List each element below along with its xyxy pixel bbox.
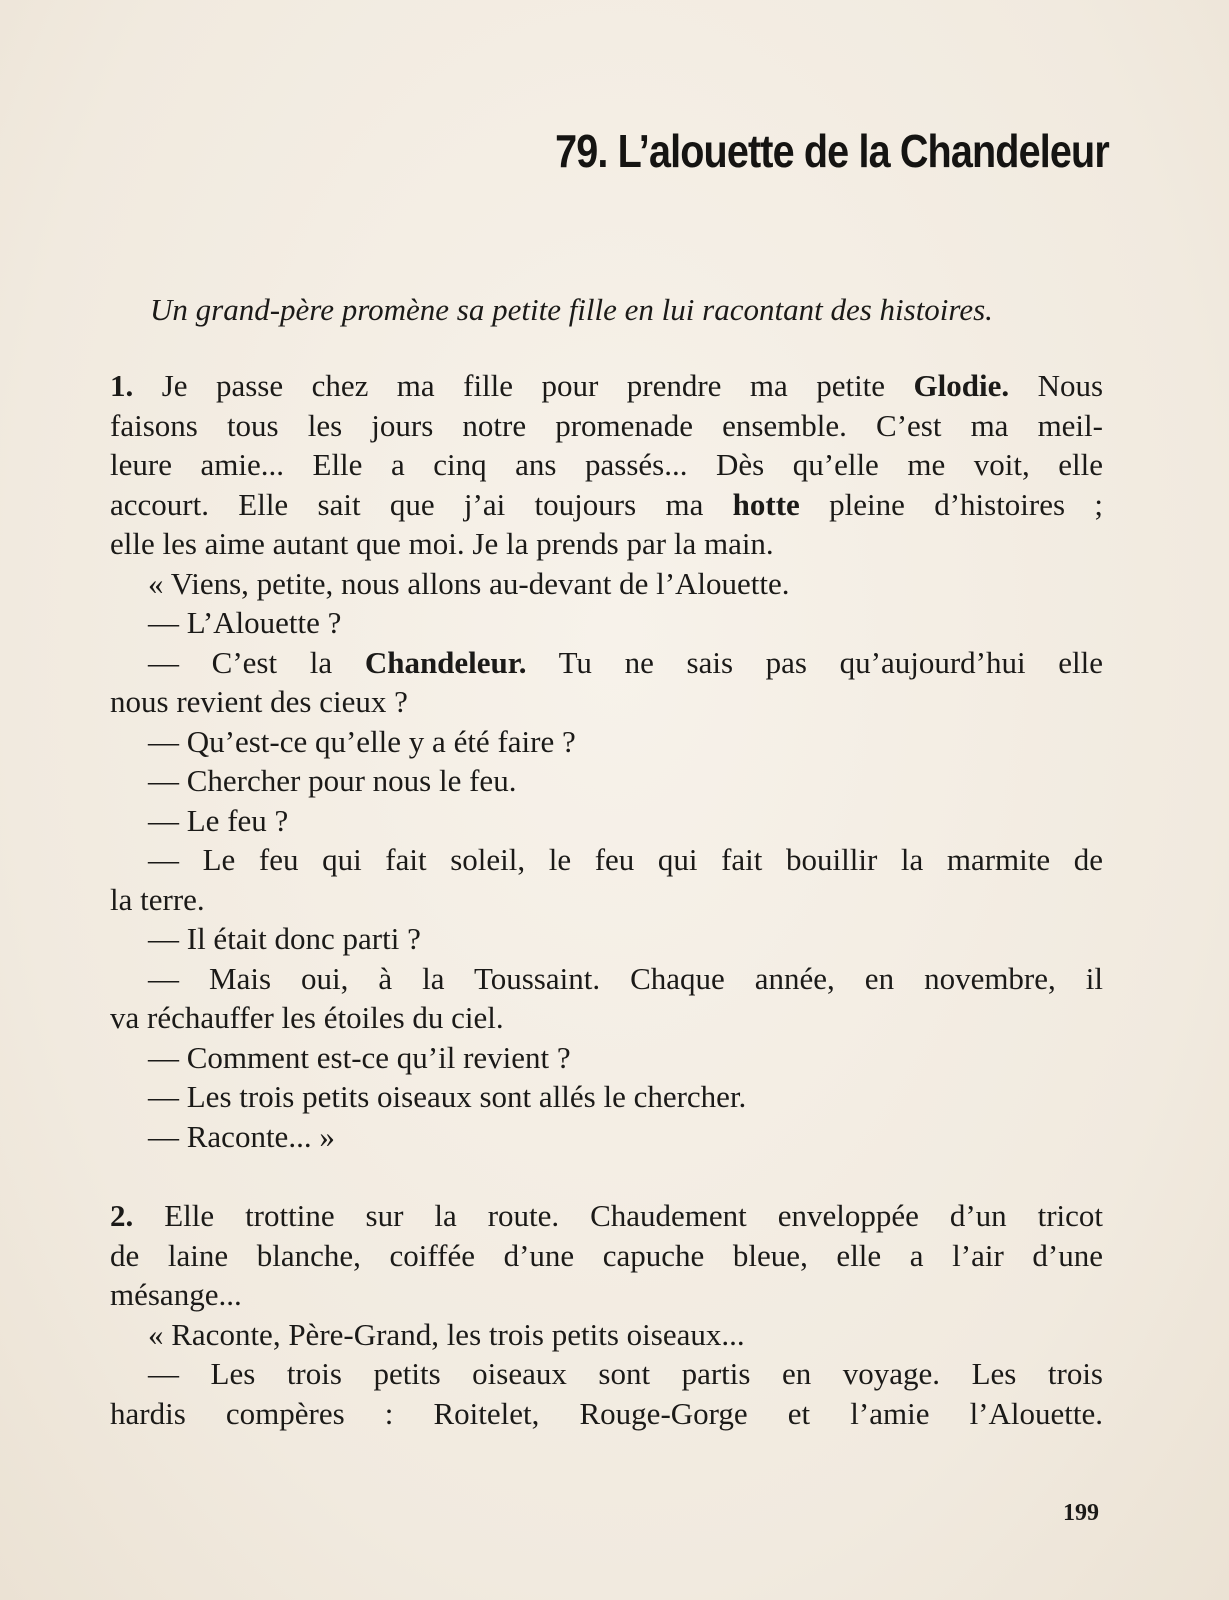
dialogue-line: — Qu’est-ce qu’elle y a été faire ? <box>148 723 576 759</box>
text-span: Je passe chez ma fille pour prendre ma petite <box>161 368 886 403</box>
dialogue-line: — L’Alouette ? <box>148 605 342 640</box>
bold-word: hotte <box>732 486 800 522</box>
dialogue-line: hardis compères : Roitelet, Rouge-Gorge et l’amie l’Alouette. <box>110 1395 1103 1431</box>
dialogue-line: — Le feu qui fait soleil, le feu qui fait bouillir la marmite de <box>148 842 1103 877</box>
dialogue-line: — Le feu ? <box>148 802 289 838</box>
dialogue-line: « Viens, petite, nous allons au-devant de l’Alouette. <box>148 565 790 601</box>
text-span: — C’est la <box>148 644 333 680</box>
dialogue-line: — Les trois petits oiseaux sont partis en voyage. Les trois <box>148 1356 1103 1391</box>
text-line <box>110 366 1103 406</box>
text-span: pleine d’histoires ; <box>829 486 1103 522</box>
text-line: de laine blanche, coiffée d’une capuche bleue, elle a l’air d’une <box>110 1237 1103 1273</box>
dialogue-line: la terre. <box>110 881 205 917</box>
text-span: accourt. Elle sait que j’ai toujours ma <box>110 486 704 522</box>
bold-word: Glodie. <box>913 368 1010 403</box>
paragraph-2 <box>110 1196 1103 1433</box>
bold-word: Chandeleur. <box>364 644 527 680</box>
paragraph-1 <box>110 366 1103 1156</box>
chapter-subtitle: Un grand-père promène sa petite fille en lui racontant des histoires. <box>150 292 993 327</box>
dialogue-line <box>110 643 1103 683</box>
dialogue-line: « Raconte, Père-Grand, les trois petits oiseaux... <box>148 1316 745 1352</box>
text-span: Nous <box>1037 368 1104 403</box>
paragraph-number: 1. <box>110 368 134 403</box>
dialogue-line: va réchauffer les étoiles du ciel. <box>110 1000 504 1035</box>
text-line: faisons tous les jours notre promenade ensemble. C’est ma meil- <box>110 407 1103 443</box>
text-line <box>110 485 1103 525</box>
text-line: mésange... <box>110 1277 242 1312</box>
dialogue-line: — Chercher pour nous le feu. <box>148 763 517 798</box>
dialogue-line: — Comment est-ce qu’il revient ? <box>148 1039 571 1075</box>
text-line <box>110 1196 1103 1236</box>
paragraph-number: 2. <box>110 1198 134 1233</box>
text-span: Tu ne sais pas qu’aujourd’hui elle <box>558 644 1104 680</box>
dialogue-line: — Raconte... » <box>148 1118 335 1154</box>
dialogue-line: — Il était donc parti ? <box>148 921 421 956</box>
chapter-title: 79. L’alouette de la Chandeleur <box>555 125 1109 177</box>
dialogue-line: nous revient des cieux ? <box>110 684 408 719</box>
text-line: elle les aime autant que moi. Je la prends par la main. <box>110 526 774 561</box>
text-line: leure amie... Elle a cinq ans passés... Dès qu’elle me voit, elle <box>110 447 1103 482</box>
dialogue-line: — Les trois petits oiseaux sont allés le chercher. <box>148 1079 747 1114</box>
page-number: 199 <box>1063 1500 1099 1526</box>
dialogue-line: — Mais oui, à la Toussaint. Chaque année, en novembre, il <box>148 960 1103 996</box>
text-span: Elle trottine sur la route. Chaudement enveloppée d’un tricot <box>164 1198 1104 1233</box>
